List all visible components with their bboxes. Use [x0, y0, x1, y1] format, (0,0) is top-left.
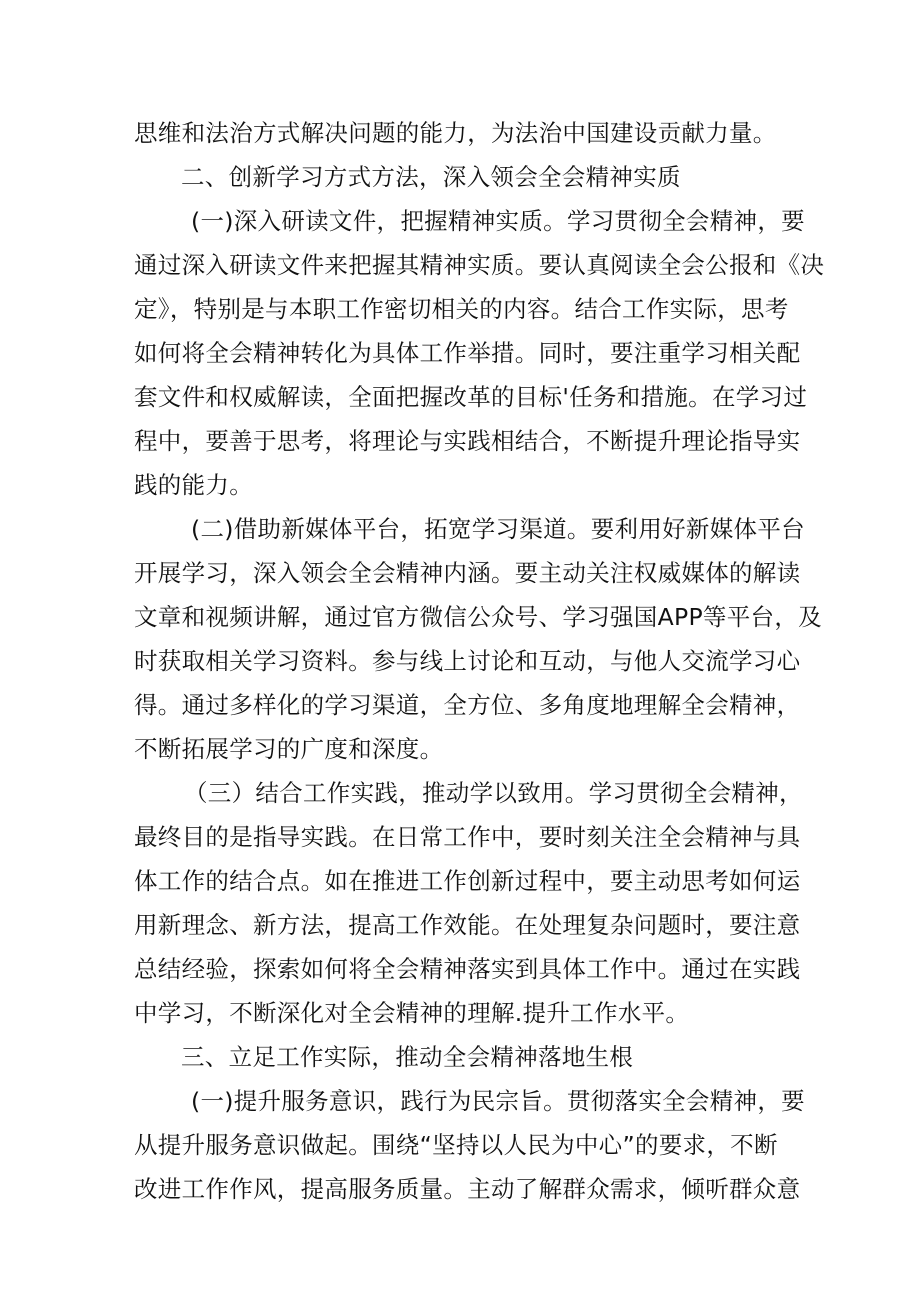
- text-line: 思维和法治方式解决问题的能力，为法治中国建设贡献力量。: [134, 119, 777, 147]
- text-line: 通过深入研读文件来把握其精神实质。要认真阅读全会公报和《决: [134, 251, 825, 279]
- text-line: 体工作的结合点。如在推进工作创新过程中，要主动思考如何运: [134, 867, 801, 895]
- text-line: 套文件和权威解读，全面把握改革的目标'任务和措施。在学习过: [134, 383, 808, 411]
- text-line: （三）结合工作实践，推动学以致用。学习贯彻全会精神，: [184, 779, 803, 807]
- text-line: 定》，特别是与本职工作密切相关的内容。结合工作实际，思考: [134, 295, 789, 323]
- text-line: 践的能力。: [134, 471, 253, 499]
- text-line: 中学习，不断深化对全会精神的理解.提升工作水平。: [134, 999, 690, 1027]
- text-line: 如何将全会精神转化为具体工作举措。同时，要注重学习相关配: [134, 339, 801, 367]
- text-line: 文章和视频讲解，通过官方微信公众号、学习强国APP等平台，及: [134, 603, 822, 631]
- text-line: (一)深入研读文件，把握精神实质。学习贯彻全会精神，要: [191, 207, 805, 235]
- text-line: 开展学习，深入领会全会精神内涵。要主动关注权威媒体的解读: [134, 559, 801, 587]
- text-line: 不断拓展学习的广度和深度。: [134, 735, 444, 763]
- text-line: 得。通过多样化的学习渠道，全方位、多角度地理解全会精神，: [134, 691, 801, 719]
- text-line: 用新理念、新方法，提高工作效能。在处理复杂问题时，要注意: [134, 911, 801, 939]
- text-line: 改进工作作风，提高服务质量。主动了解群众需求，倾听群众意: [134, 1175, 801, 1203]
- text-line: 最终目的是指导实践。在日常工作中，要时刻关注全会精神与具: [134, 823, 801, 851]
- text-line: 程中，要善于思考，将理论与实践相结合，不断提升理论指导实: [134, 427, 801, 455]
- text-line: (一)提升服务意识，践行为民宗旨。贯彻落实全会精神，要: [191, 1087, 805, 1115]
- section-heading: 三、立足工作实际，推动全会精神落地生根: [181, 1043, 634, 1071]
- text-line: 时获取相关学习资料。参与线上讨论和互动，与他人交流学习心: [134, 647, 801, 675]
- section-heading: 二、创新学习方式方法，深入领会全会精神实质: [181, 163, 681, 191]
- text-line: (二)借助新媒体平台，拓宽学习渠道。要利用好新媒体平台: [191, 515, 805, 543]
- text-line: 总结经验，探索如何将全会精神落实到具体工作中。通过在实践: [134, 955, 801, 983]
- text-line: 从提升服务意识做起。围绕“坚持以人民为中心”的要求，不断: [134, 1131, 778, 1159]
